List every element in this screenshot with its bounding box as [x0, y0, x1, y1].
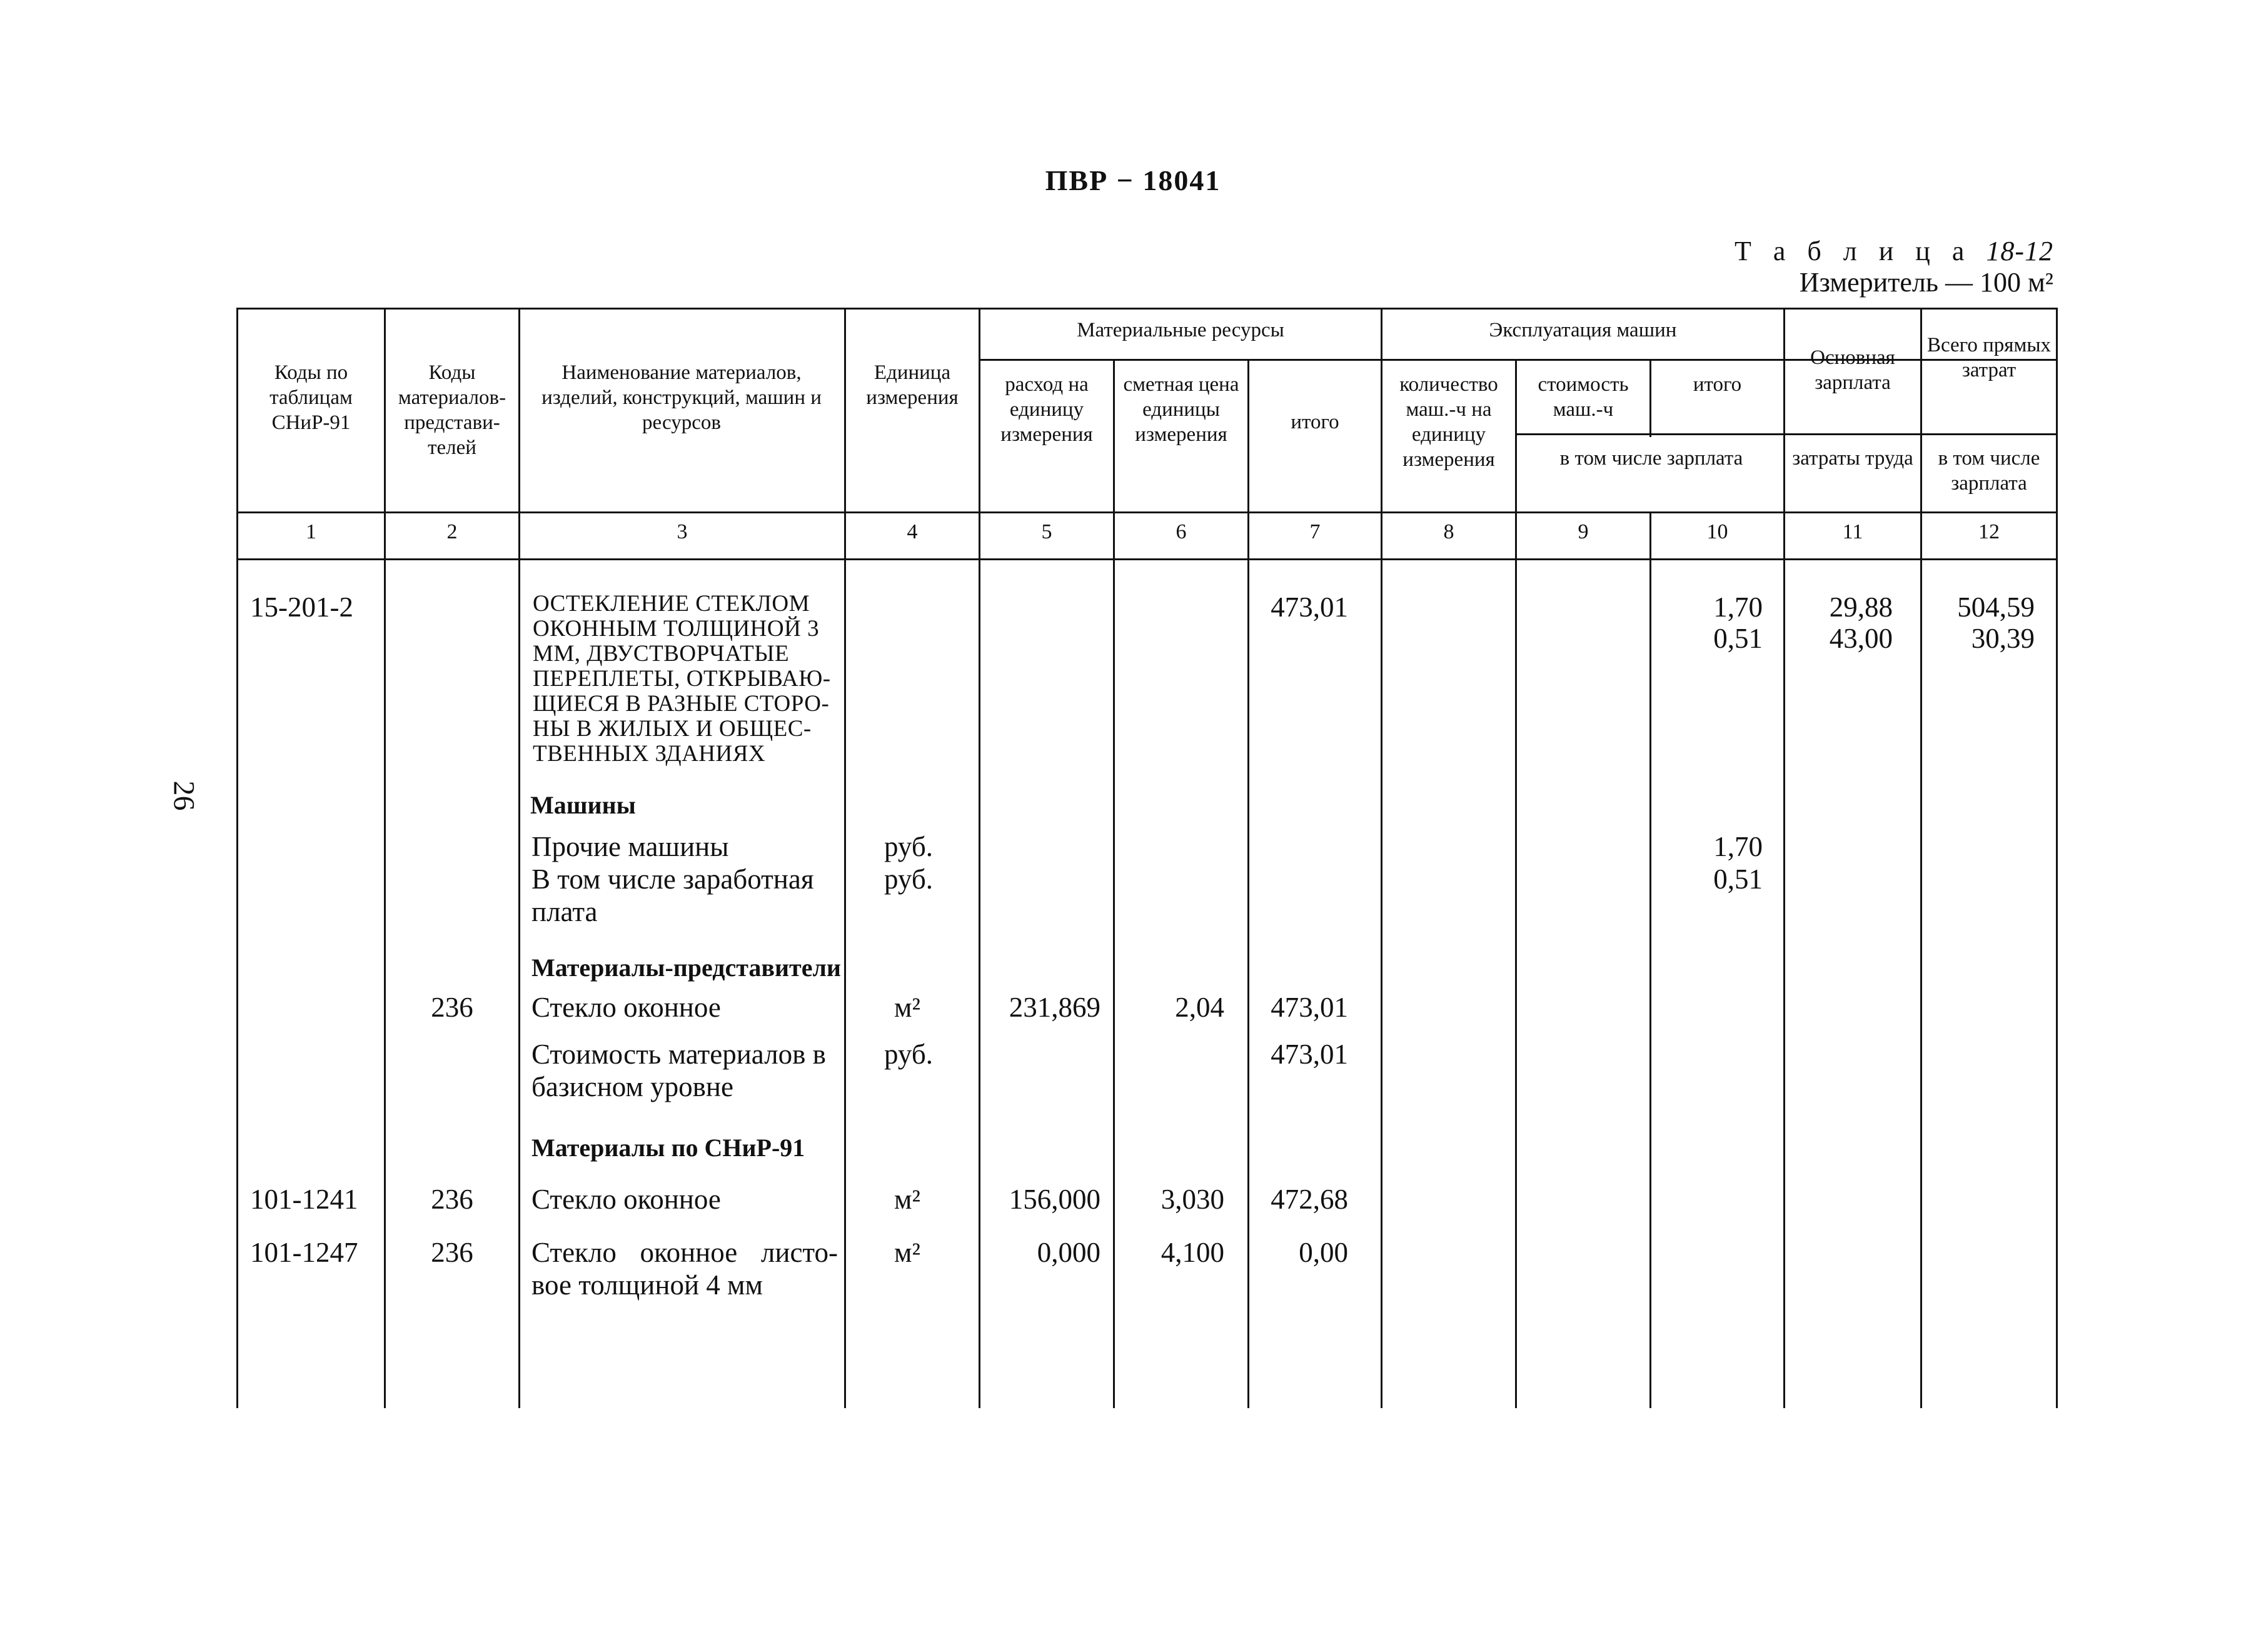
unit-price: 4,100 [1161, 1237, 1224, 1268]
row-code: 101-1241 [250, 1184, 358, 1215]
row-name: Стекло оконное [531, 992, 721, 1023]
col-header-snir-codes: Коды по таблицам СНиР-91 [269, 361, 353, 434]
labor-costs: 43,00 [1829, 623, 1893, 654]
col-number: 1 [306, 520, 316, 543]
col-header-machines-total: итого [1693, 373, 1742, 396]
row-name: Стоимость материалов в базисном уровне [531, 1039, 826, 1102]
table-label [1735, 235, 2053, 267]
measure-unit: Измеритель — 100 м² [1799, 267, 2053, 298]
col-number: 2 [446, 520, 458, 543]
consumption: 156,000 [1009, 1184, 1100, 1215]
row-unit: м² [894, 1184, 920, 1215]
total-salary: 30,39 [1971, 623, 2035, 654]
col-number: 10 [1706, 520, 1728, 543]
materials-total: 472,68 [1271, 1184, 1348, 1215]
row-name: Прочие машины [531, 831, 729, 862]
row-rep-code: 236 [431, 992, 473, 1023]
materials-total: 473,01 [1271, 992, 1348, 1023]
col-header-machine-hours: количество маш.-ч на единицу измерения [1399, 373, 1498, 471]
machines-salary: 0,51 [1713, 623, 1763, 654]
section-heading-snir: Материалы по СНиР-91 [531, 1134, 805, 1162]
col-number: 3 [677, 520, 688, 543]
section-heading-representatives: Материалы-представители [531, 954, 841, 982]
col-number: 7 [1309, 520, 1321, 543]
materials-total: 473,01 [1271, 1039, 1348, 1070]
row-code: 101-1247 [250, 1237, 358, 1268]
row-rep-code: 236 [431, 1184, 473, 1215]
col-number: 4 [907, 520, 918, 543]
row-unit: м² [894, 992, 920, 1023]
materials-total: 473,01 [1271, 592, 1348, 623]
base-salary: 29,88 [1829, 592, 1893, 623]
col-number: 5 [1041, 520, 1052, 543]
total-direct: 504,59 [1957, 592, 2035, 623]
unit-price: 3,030 [1161, 1184, 1224, 1215]
col-number: 12 [1978, 520, 2000, 543]
col-header-total-incl-salary: в том числе зарплата [1938, 447, 2040, 495]
section-heading-machines: Машины [530, 791, 636, 819]
col-header-base-salary: Основная зарплата [1810, 346, 1895, 394]
materials-total: 0,00 [1299, 1237, 1348, 1268]
col-header-consumption: расход на единицу измерения [1000, 373, 1093, 446]
row-name: В том числе заработная плата [531, 864, 814, 927]
row-code: 15-201-2 [250, 592, 353, 623]
machines-total: 1,70 [1713, 831, 1763, 862]
col-header-price: сметная цена единицы измерения [1123, 373, 1239, 446]
col-group-machines: Эксплуатация машин [1489, 319, 1677, 341]
col-header-total-direct: Всего прямых затрат [1926, 334, 2052, 381]
table-label-word: Т а б л и ц а [1734, 236, 1972, 266]
page-number: 26 [167, 780, 201, 811]
row-unit: руб. [884, 831, 933, 862]
col-number: 9 [1578, 520, 1589, 543]
row-name: Стекло оконное [531, 1184, 721, 1215]
col-group-materials: Материальные ресурсы [1077, 319, 1284, 341]
col-header-machine-hour-cost: стоимость маш.-ч [1538, 373, 1629, 421]
row-unit: руб. [884, 1039, 933, 1070]
document-title: ПВР − 18041 [1045, 164, 1221, 196]
col-header-name: Наименование материалов, изделий, конструкций, машин и ресурсов [541, 361, 822, 434]
machines-salary: 0,51 [1713, 864, 1763, 895]
consumption: 0,000 [1037, 1237, 1100, 1268]
col-header-materials-total: итого [1291, 411, 1339, 433]
unit-price: 2,04 [1175, 992, 1224, 1023]
row-unit: м² [894, 1237, 920, 1268]
col-header-rep-codes: Коды материалов-представи-телей [398, 361, 506, 459]
table-number: 18-12 [1986, 236, 2053, 266]
col-number: 11 [1842, 520, 1863, 543]
row-name: Стекло оконное листо-вое толщиной 4 мм [531, 1237, 838, 1301]
row-name: ОСТЕКЛЕНИЕ СТЕКЛОМ ОКОННЫМ ТОЛЩИНОЙ 3 ММ, ДВУСТВОРЧАТЫЕ ПЕРЕПЛЕТЫ, ОТКРЫВАЮ-ЩИЕСЯ В РАЗНЫЕ СТОРО-НЫ В ЖИЛЫХ И ОБЩЕС-ТВЕННЫХ ЗДАНИЯХ [533, 591, 831, 767]
row-unit: руб. [884, 864, 933, 895]
consumption: 231,869 [1009, 992, 1100, 1023]
col-header-incl-salary: в том числе зарплата [1559, 447, 1743, 470]
row-rep-code: 236 [431, 1237, 473, 1268]
col-number: 6 [1176, 520, 1187, 543]
col-header-unit: Единица измерения [866, 361, 959, 409]
machines-total: 1,70 [1713, 592, 1763, 623]
col-header-labor: затраты труда [1792, 447, 1913, 470]
col-number: 8 [1443, 520, 1454, 543]
